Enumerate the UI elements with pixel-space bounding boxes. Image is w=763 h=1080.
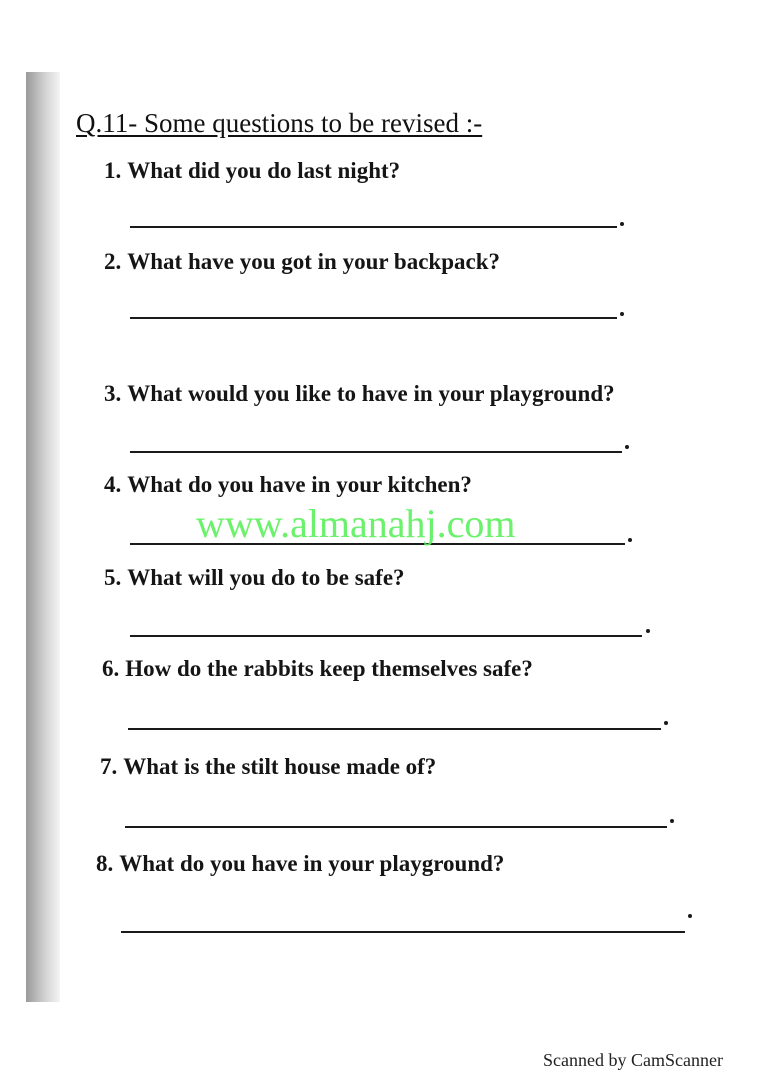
period-dot — [620, 222, 624, 226]
question-8 — [96, 851, 504, 877]
question-number: 8. — [96, 851, 114, 876]
answer-line-1[interactable] — [130, 226, 617, 228]
question-text: What will you do to be safe? — [127, 565, 405, 590]
question-text: What did you do last night? — [127, 158, 401, 183]
period-dot — [664, 721, 668, 725]
worksheet-heading: Q.11- Some questions to be revised :- — [76, 108, 483, 138]
question-number: 1. — [104, 158, 122, 183]
question-number: 6. — [102, 656, 120, 681]
question-number: 5. — [104, 565, 122, 590]
scanner-footer: Scanned by CamScanner — [543, 1050, 723, 1070]
watermark-text: www.almanahj.com — [196, 501, 516, 546]
question-text: What do you have in your kitchen? — [127, 472, 472, 497]
question-number: 3. — [104, 381, 122, 406]
question-6 — [102, 656, 533, 682]
question-text: What have you got in your backpack? — [127, 249, 501, 274]
question-text: What would you like to have in your playground? — [127, 381, 615, 406]
period-dot — [620, 312, 624, 316]
question-3 — [104, 381, 615, 407]
answer-line-2[interactable] — [130, 317, 617, 319]
question-number: 7. — [100, 754, 118, 779]
answer-line-3[interactable] — [130, 451, 622, 453]
answer-line-8[interactable] — [121, 931, 685, 933]
period-dot — [628, 538, 632, 542]
scan-shadow-edge — [26, 72, 60, 1002]
question-1 — [104, 158, 400, 184]
question-7 — [100, 754, 436, 780]
question-4 — [104, 472, 472, 498]
question-text: What is the stilt house made of? — [123, 754, 437, 779]
question-text: How do the rabbits keep themselves safe? — [125, 656, 533, 681]
answer-line-6[interactable] — [128, 728, 661, 730]
question-number: 4. — [104, 472, 122, 497]
question-5 — [104, 565, 405, 591]
answer-line-7[interactable] — [125, 826, 667, 828]
period-dot — [646, 629, 650, 633]
answer-line-5[interactable] — [130, 635, 642, 637]
period-dot — [670, 819, 674, 823]
question-text: What do you have in your playground? — [119, 851, 505, 876]
question-2 — [104, 249, 500, 275]
question-number: 2. — [104, 249, 122, 274]
period-dot — [625, 445, 629, 449]
period-dot — [688, 914, 692, 918]
